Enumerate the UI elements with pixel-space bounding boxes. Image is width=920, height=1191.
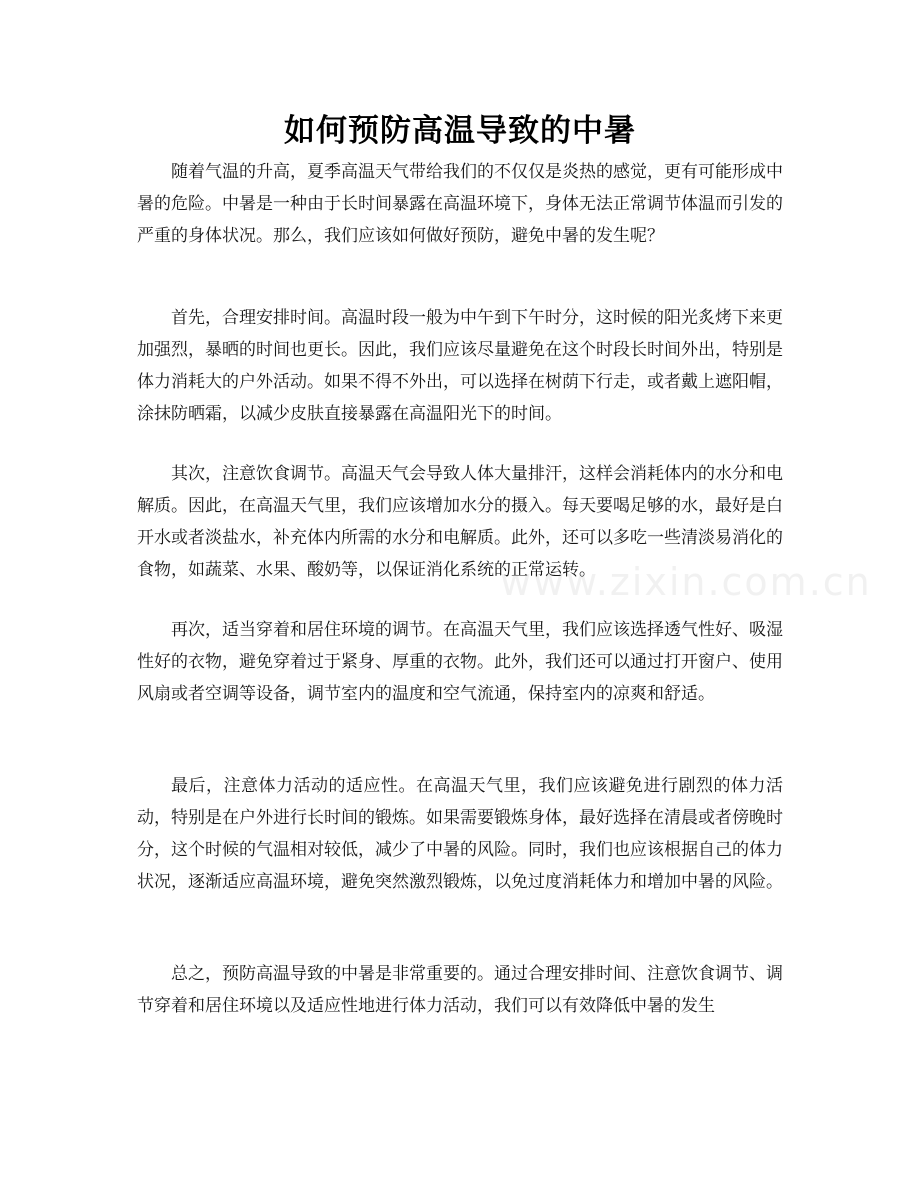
paragraph-intro: 随着气温的升高，夏季高温天气带给我们的不仅仅是炎热的感觉，更有可能形成中暑的危险。中暑是一种由于长时间暴露在高温环境下，身体无法正常调节体温而引发的严重的身体状况。那么，我们应该如何做好预防，避免中暑的发生呢？ [137,162,783,246]
paragraph-physical-activity: 最后，注意体力活动的适应性。在高温天气里，我们应该避免进行剧烈的体力活动，特别是在户外进行长时间的锻炼。如果需要锻炼身体，最好选择在清晨或者傍晚时分，这个时候的气温相对较低，减少了中暑的风险。同时，我们也应该根据自己的体力状况，逐渐适应高温环境，避免突然激烈锻炼，以免过度消耗体力和增加中暑的风险。 [137,776,783,892]
paragraph-clothing-environment: 再次，适当穿着和居住环境的调节。在高温天气里，我们应该选择透气性好、吸湿性好的衣物，避免穿着过于紧身、厚重的衣物。此外，我们还可以通过打开窗户、使用风扇或者空调等设备，调节室内的温度和空气流通，保持室内的凉爽和舒适。 [137,620,783,704]
watermark: www.zixin.com.cn [500,560,872,604]
paragraph-diet: 其次，注意饮食调节。高温天气会导致人体大量排汗，这样会消耗体内的水分和电解质。因此，在高温天气里，我们应该增加水分的摄入。每天要喝足够的水，最好是白开水或者淡盐水，补充体内所需的水分和电解质。此外，还可以多吃一些清淡易消化的食物，如蔬菜、水果、酸奶等，以保证消化系统的正常运转。 [137,464,783,580]
document-title: 如何预防高温导致的中暑 [284,113,636,149]
paragraph-time-arrangement: 首先，合理安排时间。高温时段一般为中午到下午时分，这时候的阳光炙烤下来更加强烈，暴晒的时间也更长。因此，我们应该尽量避免在这个时段长时间外出，特别是体力消耗大的户外活动。如果不得不外出，可以选择在树荫下行走，或者戴上遮阳帽，涂抹防晒霜，以减少皮肤直接暴露在高温阳光下的时间。 [137,308,783,424]
paragraph-conclusion: 总之，预防高温导致的中暑是非常重要的。通过合理安排时间、注意饮食调节、调节穿着和居住环境以及适应性地进行体力活动，我们可以有效降低中暑的发生 [137,964,783,1016]
